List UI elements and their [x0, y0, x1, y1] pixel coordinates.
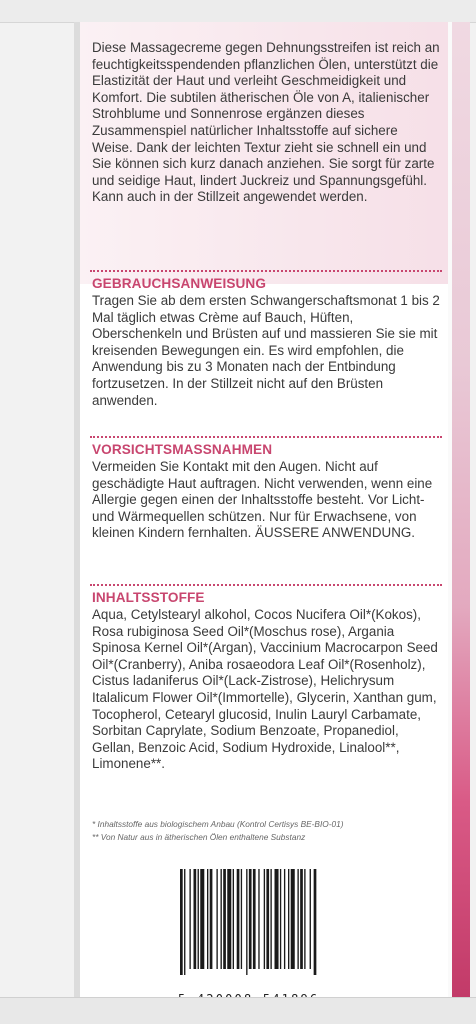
- top-background: [0, 0, 476, 23]
- usage-text: Tragen Sie ab dem ersten Schwangerschaftsmonat 1 bis 2 Mal täglich etwas Crème auf Bauch, Hüften, Oberschenkeln und Brüsten auf und massieren Sie sie mit kreisenden Bewegungen ein. Es wird empfohlen, die Anwendung bis zu 3 Monaten nach der Entbindung fortzusetzen. In der Stillzeit nicht auf den Brüsten anwenden.: [92, 293, 440, 408]
- barcode-bar: [280, 869, 281, 969]
- ingredients-text: Aqua, Cetylstearyl alkohol, Cocos Nucifera Oil*(Kokos), Rosa rubiginosa Seed Oil*(Moschus rose), Argania Spinosa Kernel Oil*(Argan), Vaccinium Macrocarpon Seed Oil*(Cranberry), Aniba rosaeodora Leaf Oil*(Rosenholz), Cistus ladaniferus Oil*(Lack-Zistrose), Helichrysum Italalicum Flower Oil*(Immortelle), Glycerin, Xanthan gum, Tocopherol, Cetearyl glucosid, Inulin Lauryl Carbamate, Sorbitan Caprylate, Sodium Benzoate, Propanediol, Gellan, Benzoic Acid, Sodium Hydroxide, Linalool**, Limonene**.: [92, 607, 438, 772]
- barcode-bar: [241, 869, 242, 969]
- barcode-bar: [288, 869, 289, 969]
- precautions-heading: VORSICHTSMASSNAHMEN: [92, 442, 273, 457]
- barcode-image: [178, 869, 376, 975]
- barcode-bar: [310, 869, 311, 969]
- bottom-background: [0, 997, 476, 1024]
- barcode-bar: [223, 869, 226, 969]
- barcode-bar: [284, 869, 285, 969]
- barcode-bar: [249, 869, 252, 969]
- usage-heading: GEBRAUCHSANWEISUNG: [92, 276, 266, 291]
- precautions-text: Vermeiden Sie Kontakt mit den Augen. Nicht auf geschädigte Haut auftragen. Nicht verwenden, wenn eine Allergie gegen einen der Inhaltsstoffe besteht. Vor Licht-und Wärmequellen schützen. Nur für Erwachsene, von kleinen Kindern fernhalten. ÄUSSERE ANWENDUNG.: [92, 459, 433, 541]
- barcode-bar: [270, 869, 271, 969]
- barcode-bar: [207, 869, 208, 969]
- description-text: Diese Massagecreme gegen Dehnungsstreifen ist reich an feuchtigkeitsspendenden pflanzlichen Ölen, unterstützt die Elastizität der Haut und verleiht Geschmeidigkeit und Komfort. Die subtilen ätherischen Öle von A, italienischer Strohblume und Sonnenrose ergänzen dieses Zusammenspiel natürlicher Inhaltsstoffe auf sichere Weise. Dank der leichten Textur zieht sie schnell ein und Sie können sich kurz danach anziehen. Sie sorgt für zarte und seidige Haut, lindert Juckreiz und Spannungsgefühl. Kann auch in der Stillzeit angewendet werden.: [92, 40, 440, 205]
- section-divider: [90, 270, 442, 272]
- barcode-bar: [184, 869, 185, 975]
- precautions-section: [92, 442, 442, 542]
- section-divider: [90, 584, 442, 586]
- barcode-bar: [198, 869, 199, 969]
- ingredients-heading: INHALTSSTOFFE: [92, 590, 205, 605]
- barcode-bar: [253, 869, 256, 969]
- barcode-bar: [314, 869, 317, 975]
- barcode-bar: [189, 869, 190, 969]
- footnotes: [92, 818, 442, 844]
- usage-section: [92, 276, 442, 409]
- barcode-bar: [227, 869, 231, 969]
- footnote-natural: ** Von Natur aus in ätherischen Ölen enthaltene Substanz: [92, 832, 306, 842]
- barcode-bar: [266, 869, 269, 969]
- barcode-bar: [194, 869, 197, 969]
- barcode-bar: [200, 869, 204, 969]
- barcode-bar: [237, 869, 240, 969]
- box-pink-edge: [452, 22, 470, 998]
- barcode-bar: [246, 869, 247, 975]
- barcode-bar: [275, 869, 279, 969]
- barcode-bar: [304, 869, 305, 969]
- barcode-bar: [300, 869, 303, 969]
- barcode-bar: [180, 869, 183, 975]
- barcode-bar: [258, 869, 259, 969]
- barcode-bar: [297, 869, 298, 969]
- barcode-bar: [221, 869, 222, 969]
- barcode-bar: [291, 869, 295, 969]
- barcode-bar: [233, 869, 234, 969]
- barcode-bar: [264, 869, 265, 969]
- section-divider: [90, 436, 442, 438]
- description-section: [92, 40, 442, 206]
- barcode-bar: [216, 869, 217, 969]
- ingredients-section: [92, 590, 442, 773]
- barcode-bar: [210, 869, 213, 969]
- footnote-organic: * Inhaltsstoffe aus biologischem Anbau (Kontrol Certisys BE-BIO-01): [92, 819, 344, 829]
